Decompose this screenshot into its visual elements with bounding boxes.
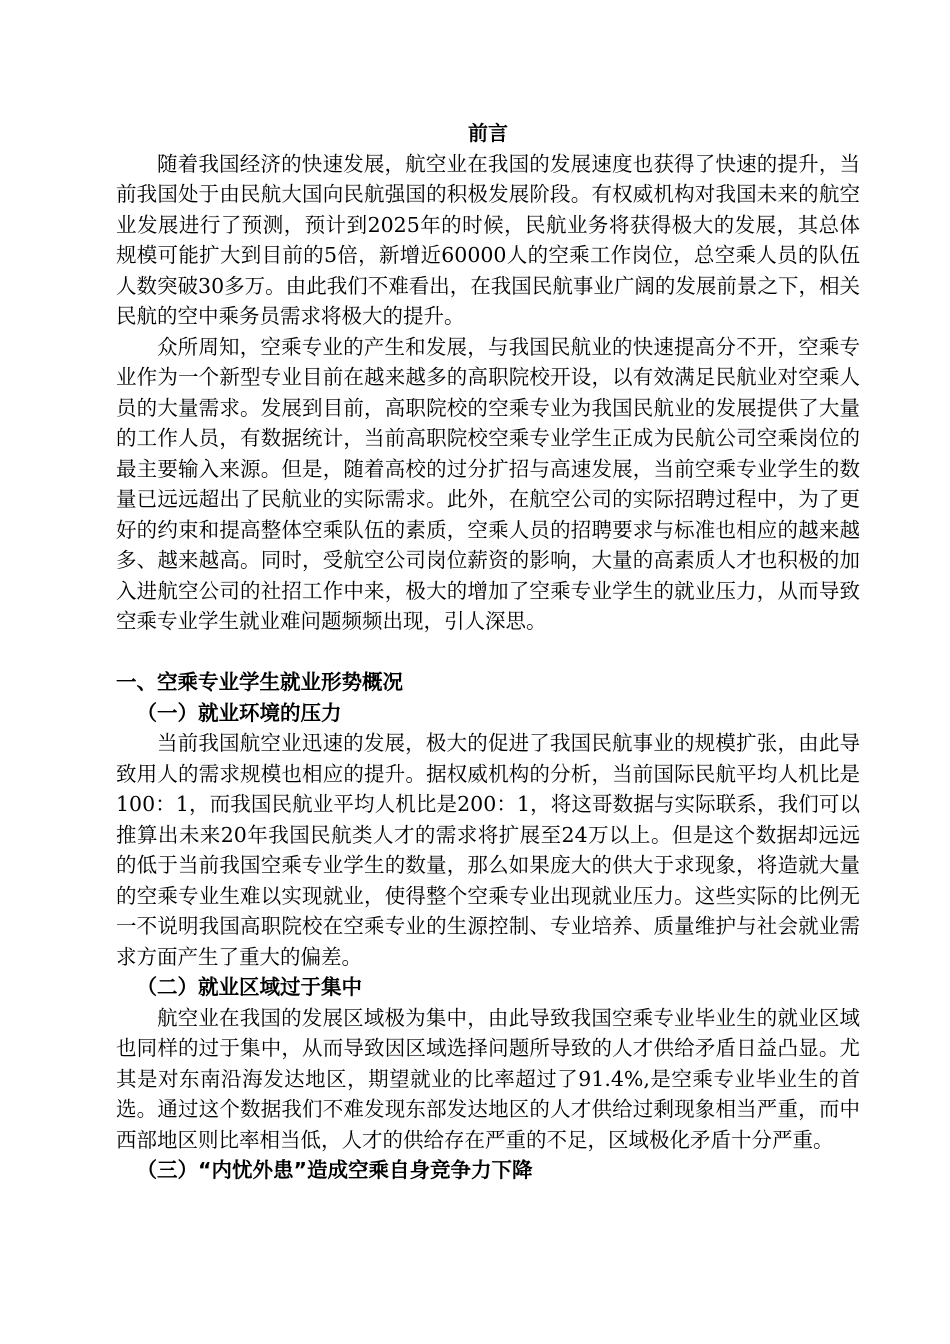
intro-paragraph-1: 随着我国经济的快速发展，航空业在我国的发展速度也获得了快速的提升，当前我国处于由民航大国向民航强国的积极发展阶段。有权威机构对我国未来的航空业发展进行了预测，预计到2025年的时候，民航业务将获得极大的发展，其总体规模可能扩大到目前的5倍，新增近60000人的空乘工作岗位，总空乘人员的队伍人数突破30多万。由此我们不难看出，在我国民航事业广阔的发展前景之下，相关民航的空中乘务员需求将极大的提升。 [116,151,860,328]
subsection-1-paragraph: 当前我国航空业迅速的发展，极大的促进了我国民航事业的规模扩张，由此导致用人的需求规模也相应的提升。据权威机构的分析，当前国际民航平均人机比是100：1，而我国民航业平均人机比是200：1，将这哥数据与实际联系，我们可以推算出未来20年我国民航类人才的需求将扩展至24万以上。但是这个数据却远远的低于当前我国空乘专业学生的数量，那么如果庞大的供大于求现象，将造就大量的空乘专业生难以实现就业，使得整个空乘专业出现就业压力。这些实际的比例无一不说明我国高职院校在空乘专业的生源控制、专业培养、质量维护与社会就业需求方面产生了重大的偏差。 [116,731,860,969]
document-title: 前言 [468,121,508,145]
subsection-2-heading: （二）就业区域过于集中 [136,975,362,999]
intro-paragraph-2: 众所周知，空乘专业的产生和发展，与我国民航业的快速提高分不开，空乘专业作为一个新型专业目前在越来越多的高职院校开设，以有效满足民航业对空乘人员的大量需求。发展到目前，高职院校的空乘专业为我国民航业的发展提供了大量的工作人员，有数据统计，当前高职院校空乘专业学生正成为民航公司空乘岗位的最主要输入来源。但是，随着高校的过分扩招与高速发展，当前空乘专业学生的数量已远远超出了民航业的实际需求。此外，在航空公司的实际招聘过程中，为了更好的约束和提高整体空乘队伍的素质，空乘人员的招聘要求与标准也相应的越来越多、越来越高。同时，受航空公司岗位薪资的影响，大量的高素质人才也积极的加入进航空公司的社招工作中来，极大的增加了空乘专业学生的就业压力，从而导致空乘专业学生就业难问题频频出现，引人深思。 [116,334,860,633]
section-1-heading: 一、空乘专业学生就业形势概况 [116,670,403,694]
document-page [116,118,860,1186]
subsection-2-paragraph: 航空业在我国的发展区域极为集中，由此导致我国空乘专业毕业生的就业区域也同样的过于集中，从而导致因区域选择问题所导致的人才供给矛盾日益凸显。尤其是对东南沿海发达地区，期望就业的比率超过了91.4%,是空乘专业毕业生的首选。通过这个数据我们不难发现东部发达地区的人才供给过剩现象相当严重，而中西部地区则比率相当低，人才的供给存在严重的不足，区域极化矛盾十分严重。 [116,1005,860,1152]
subsection-3-heading: （三）“内忧外患”造成空乘自身竞争力下降 [136,1158,533,1182]
subsection-1-heading: （一）就业环境的压力 [136,700,342,725]
blank-line [116,637,860,668]
